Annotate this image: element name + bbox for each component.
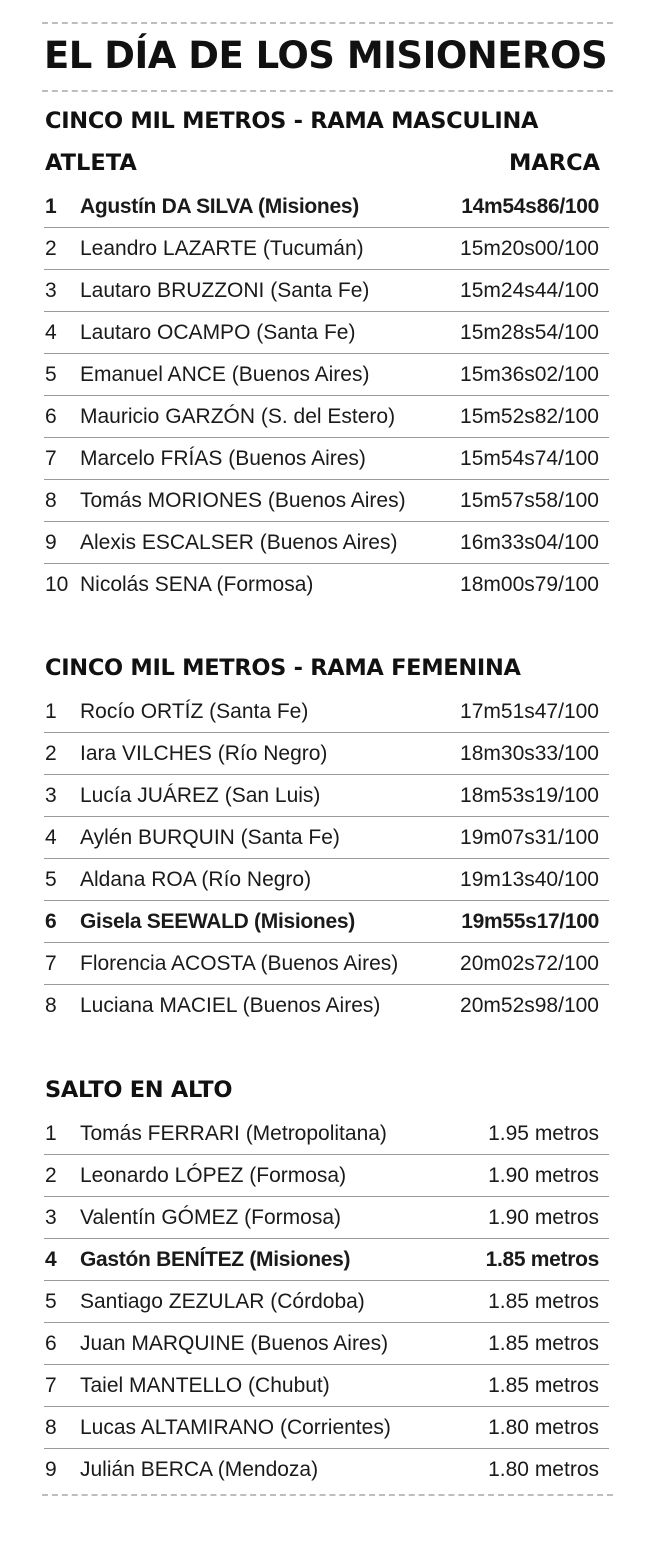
result-row <box>44 1281 609 1323</box>
result-row <box>44 1239 609 1281</box>
result-mark: 1.90 metros <box>488 1164 599 1187</box>
athlete-name: Taiel MANTELLO (Chubut) <box>80 1374 330 1397</box>
result-row <box>44 228 609 270</box>
athlete-name: Gastón BENÍTEZ (Misiones) <box>80 1248 351 1271</box>
athlete-name: Lucía JUÁREZ (San Luis) <box>80 784 321 807</box>
position-number: 9 <box>45 531 57 554</box>
result-mark: 19m13s40/100 <box>460 868 599 891</box>
result-row <box>44 733 609 775</box>
result-row <box>44 564 609 606</box>
result-mark: 1.80 metros <box>488 1458 599 1481</box>
result-mark: 14m54s86/100 <box>461 195 599 218</box>
athlete-name: Nicolás SENA (Formosa) <box>80 573 314 596</box>
result-row <box>44 312 609 354</box>
result-row <box>44 1449 609 1491</box>
result-row <box>44 270 609 312</box>
position-number: 9 <box>45 1458 57 1481</box>
result-row <box>44 985 609 1027</box>
athlete-column-header: ATLETA <box>45 150 137 176</box>
result-row <box>44 901 609 943</box>
position-number: 3 <box>45 279 57 302</box>
position-number: 2 <box>45 237 57 260</box>
result-mark: 17m51s47/100 <box>460 700 599 723</box>
result-row <box>44 1197 609 1239</box>
position-number: 3 <box>45 1206 57 1229</box>
position-number: 4 <box>45 321 57 344</box>
athlete-name: Lautaro BRUZZONI (Santa Fe) <box>80 279 370 302</box>
position-number: 6 <box>45 1332 57 1355</box>
athlete-name: Florencia ACOSTA (Buenos Aires) <box>80 952 399 975</box>
bottom-divider <box>42 1494 613 1496</box>
result-row <box>44 1365 609 1407</box>
athlete-name: Lautaro OCAMPO (Santa Fe) <box>80 321 356 344</box>
result-row <box>44 691 609 733</box>
result-mark: 1.85 metros <box>488 1374 599 1397</box>
position-number: 2 <box>45 1164 57 1187</box>
result-mark: 20m52s98/100 <box>460 994 599 1017</box>
section-title-women-5000: CINCO MIL METROS - RAMA FEMENINA <box>45 655 521 681</box>
athlete-name: Alexis ESCALSER (Buenos Aires) <box>80 531 398 554</box>
result-mark: 15m28s54/100 <box>460 321 599 344</box>
athlete-name: Julián BERCA (Mendoza) <box>80 1458 319 1481</box>
position-number: 6 <box>45 405 57 428</box>
result-row <box>44 186 609 228</box>
position-number: 1 <box>45 1122 57 1145</box>
athlete-name: Juan MARQUINE (Buenos Aires) <box>80 1332 389 1355</box>
result-mark: 20m02s72/100 <box>460 952 599 975</box>
position-number: 4 <box>45 1248 57 1271</box>
result-row <box>44 1323 609 1365</box>
result-row <box>44 480 609 522</box>
athlete-name: Leonardo LÓPEZ (Formosa) <box>80 1164 347 1187</box>
result-row <box>44 817 609 859</box>
athlete-name: Leandro LAZARTE (Tucumán) <box>80 237 364 260</box>
result-mark: 19m55s17/100 <box>461 910 599 933</box>
result-row <box>44 396 609 438</box>
athlete-name: Gisela SEEWALD (Misiones) <box>80 910 355 933</box>
result-row <box>44 1155 609 1197</box>
result-row <box>44 438 609 480</box>
result-mark: 15m24s44/100 <box>460 279 599 302</box>
result-row <box>44 354 609 396</box>
position-number: 3 <box>45 784 57 807</box>
result-mark: 18m53s19/100 <box>460 784 599 807</box>
result-row <box>44 1113 609 1155</box>
result-row <box>44 859 609 901</box>
athlete-name: Lucas ALTAMIRANO (Corrientes) <box>80 1416 391 1439</box>
position-number: 7 <box>45 1374 57 1397</box>
position-number: 4 <box>45 826 57 849</box>
result-mark: 1.85 metros <box>485 1248 599 1271</box>
athlete-name: Valentín GÓMEZ (Formosa) <box>80 1206 342 1229</box>
result-row <box>44 775 609 817</box>
position-number: 1 <box>45 195 57 218</box>
result-mark: 15m36s02/100 <box>460 363 599 386</box>
position-number: 5 <box>45 1290 57 1313</box>
athlete-name: Aylén BURQUIN (Santa Fe) <box>80 826 340 849</box>
athlete-name: Agustín DA SILVA (Misiones) <box>80 195 359 218</box>
position-number: 5 <box>45 868 57 891</box>
athlete-name: Iara VILCHES (Río Negro) <box>80 742 328 765</box>
athlete-name: Santiago ZEZULAR (Córdoba) <box>80 1290 365 1313</box>
title-divider <box>42 90 613 92</box>
result-mark: 1.85 metros <box>488 1332 599 1355</box>
position-number: 10 <box>45 573 69 596</box>
result-row <box>44 943 609 985</box>
result-mark: 15m57s58/100 <box>460 489 599 512</box>
section-title-high-jump: SALTO EN ALTO <box>45 1077 233 1103</box>
result-mark: 18m30s33/100 <box>460 742 599 765</box>
result-mark: 15m20s00/100 <box>460 237 599 260</box>
athlete-name: Luciana MACIEL (Buenos Aires) <box>80 994 381 1017</box>
result-row <box>44 522 609 564</box>
position-number: 8 <box>45 994 57 1017</box>
position-number: 6 <box>45 910 57 933</box>
result-mark: 1.90 metros <box>488 1206 599 1229</box>
position-number: 8 <box>45 1416 57 1439</box>
mark-column-header: MARCA <box>508 150 600 176</box>
position-number: 8 <box>45 489 57 512</box>
result-mark: 1.95 metros <box>488 1122 599 1145</box>
result-mark: 1.85 metros <box>488 1290 599 1313</box>
athlete-name: Rocío ORTÍZ (Santa Fe) <box>80 700 309 723</box>
result-mark: 1.80 metros <box>488 1416 599 1439</box>
top-divider <box>42 22 613 24</box>
result-mark: 19m07s31/100 <box>460 826 599 849</box>
athlete-name: Aldana ROA (Río Negro) <box>80 868 312 891</box>
result-row <box>44 1407 609 1449</box>
athlete-name: Emanuel ANCE (Buenos Aires) <box>80 363 370 386</box>
position-number: 7 <box>45 952 57 975</box>
athlete-name: Tomás MORIONES (Buenos Aires) <box>80 489 406 512</box>
result-mark: 18m00s79/100 <box>460 573 599 596</box>
result-mark: 15m52s82/100 <box>460 405 599 428</box>
position-number: 1 <box>45 700 57 723</box>
position-number: 7 <box>45 447 57 470</box>
athlete-name: Marcelo FRÍAS (Buenos Aires) <box>80 447 366 470</box>
athlete-name: Mauricio GARZÓN (S. del Estero) <box>80 405 396 428</box>
result-mark: 16m33s04/100 <box>460 531 599 554</box>
page-title: EL DÍA DE LOS MISIONEROS <box>44 34 608 77</box>
athlete-name: Tomás FERRARI (Metropolitana) <box>80 1122 387 1145</box>
position-number: 2 <box>45 742 57 765</box>
section-title-men-5000: CINCO MIL METROS - RAMA MASCULINA <box>45 108 539 134</box>
result-mark: 15m54s74/100 <box>460 447 599 470</box>
position-number: 5 <box>45 363 57 386</box>
